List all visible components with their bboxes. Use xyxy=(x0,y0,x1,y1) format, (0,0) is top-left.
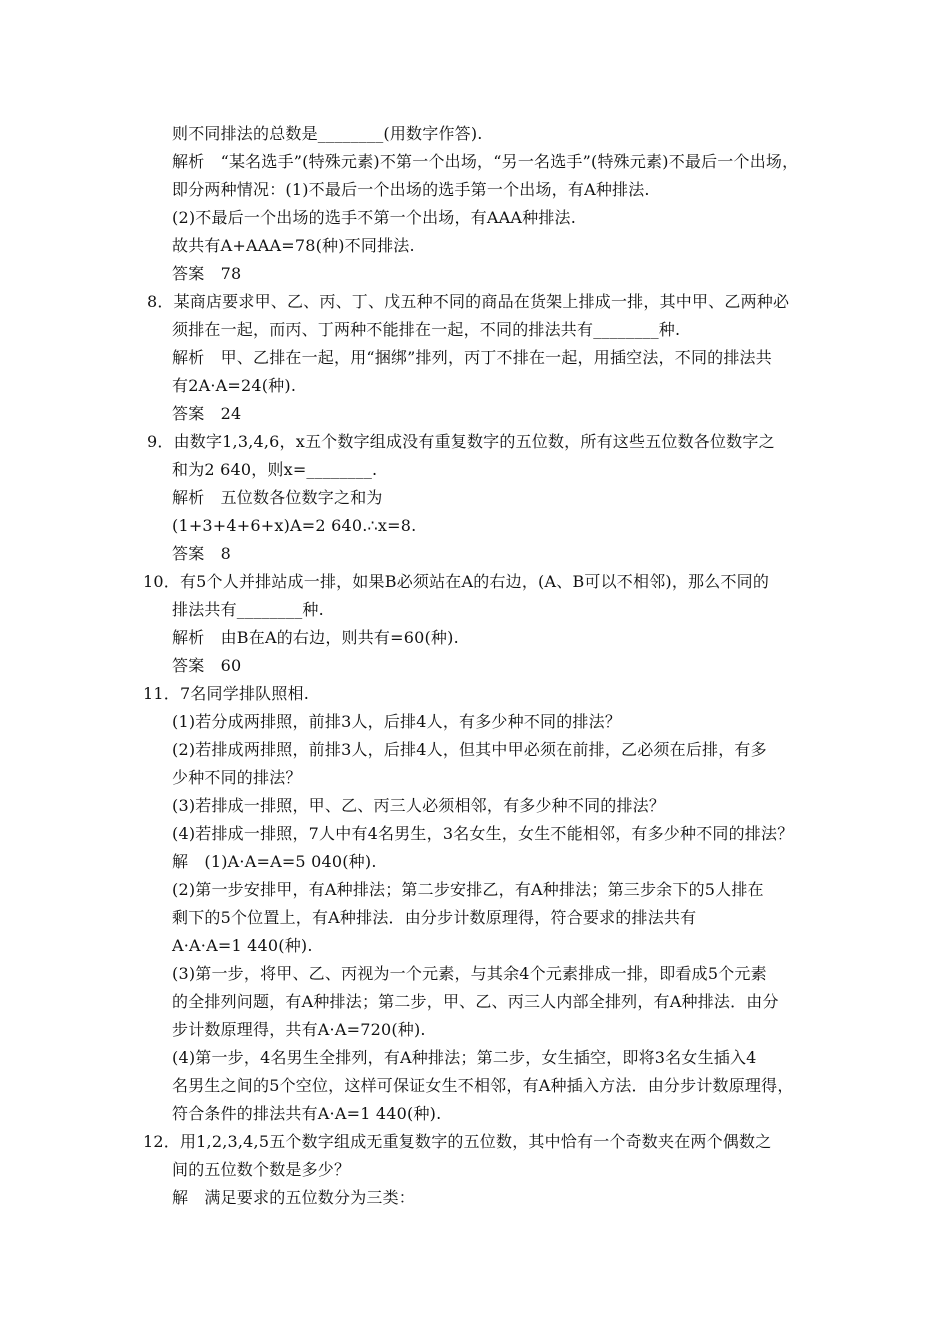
text-line: 解析 由B在A的右边，则共有=60(种). xyxy=(172,628,459,647)
text-line: 答案 24 xyxy=(172,404,242,423)
text-line: 少种不同的排法？ xyxy=(172,768,302,787)
text-line: 间的五位数个数是多少？ xyxy=(172,1160,351,1179)
text-line: A·A·A=1 440(种). xyxy=(172,936,313,955)
text-line: 答案 60 xyxy=(172,656,242,675)
question-line: 9．由数字1,3,4,6，x五个数字组成没有重复数字的五位数，所有这些五位数各位数字之 xyxy=(147,432,775,451)
question-line: 10．有5个人并排站成一排，如果B必须站在A的右边，(A、B可以不相邻)，那么不同的 xyxy=(143,572,770,591)
question-line: 12．用1,2,3,4,5五个数字组成无重复数字的五位数，其中恰有一个奇数夹在两个偶数之 xyxy=(143,1132,772,1151)
text-line: (2)不最后一个出场的选手不第一个出场，有AAA种排法. xyxy=(172,208,577,227)
text-line: (3)第一步，将甲、乙、丙视为一个元素，与其余4个元素排成一排，即看成5个元素 xyxy=(172,964,767,983)
text-line: (4)若排成一排照，7人中有4名男生，3名女生，女生不能相邻，有多少种不同的排法？ xyxy=(172,824,794,843)
text-line: 答案 78 xyxy=(172,264,242,283)
text-line: (1+3+4+6+x)A=2 640.∴x=8. xyxy=(172,516,417,535)
text-line: (2)若排成两排照，前排3人，后排4人，但其中甲必须在前排，乙必须在后排，有多 xyxy=(172,740,767,759)
text-line: 解析 五位数各位数字之和为 xyxy=(172,488,383,507)
text-line: 解 (1)A·A=A=5 040(种). xyxy=(172,852,377,871)
question-line: 11．7名同学排队照相. xyxy=(143,684,310,703)
text-line: 符合条件的排法共有A·A=1 440(种). xyxy=(172,1104,442,1123)
text-line: 有2A·A=24(种). xyxy=(172,376,297,395)
question-line: 8．某商店要求甲、乙、丙、丁、戊五种不同的商品在货架上排成一排，其中甲、乙两种必 xyxy=(147,292,790,311)
text-line: 排法共有________种. xyxy=(172,600,324,619)
text-line: 的全排列问题，有A种排法；第二步，甲、乙、丙三人内部全排列，有A种排法．由分 xyxy=(172,992,779,1011)
text-line: 则不同排法的总数是________(用数字作答). xyxy=(172,124,483,143)
text-line: 即分两种情况：(1)不最后一个出场的选手第一个出场，有A种排法. xyxy=(172,180,650,199)
text-line: 故共有A+AAA=78(种)不同排法. xyxy=(172,236,415,255)
text-line: 步计数原理得，共有A·A=720(种). xyxy=(172,1020,426,1039)
text-line: (1)若分成两排照，前排3人，后排4人，有多少种不同的排法？ xyxy=(172,712,622,731)
text-line: 和为2 640，则x=________. xyxy=(172,460,378,479)
text-line: 解析 甲、乙排在一起，用“捆绑”排列，丙丁不排在一起，用插空法，不同的排法共 xyxy=(172,348,772,367)
text-line: 答案 8 xyxy=(172,544,231,563)
text-line: (3)若排成一排照，甲、乙、丙三人必须相邻，有多少种不同的排法？ xyxy=(172,796,666,815)
text-line: (2)第一步安排甲，有A种排法；第二步安排乙，有A种排法；第三步余下的5人排在 xyxy=(172,880,764,899)
text-line: 须排在一起，而丙、丁两种不能排在一起，不同的排法共有________种. xyxy=(172,320,681,339)
text-line: 解 满足要求的五位数分为三类： xyxy=(172,1188,416,1207)
text-line: 名男生之间的5个空位，这样可保证女生不相邻，有A种插入方法．由分步计数原理得， xyxy=(172,1076,794,1095)
text-line: 剩下的5个位置上，有A种排法．由分步计数原理得，符合要求的排法共有 xyxy=(172,908,697,927)
text-line: 解析 “某名选手”(特殊元素)不第一个出场，“另一名选手”(特殊元素)不最后一个出场， xyxy=(172,152,799,171)
text-line: (4)第一步，4名男生全排列，有A种排法；第二步，女生插空，即将3名女生插入4 xyxy=(172,1048,757,1067)
